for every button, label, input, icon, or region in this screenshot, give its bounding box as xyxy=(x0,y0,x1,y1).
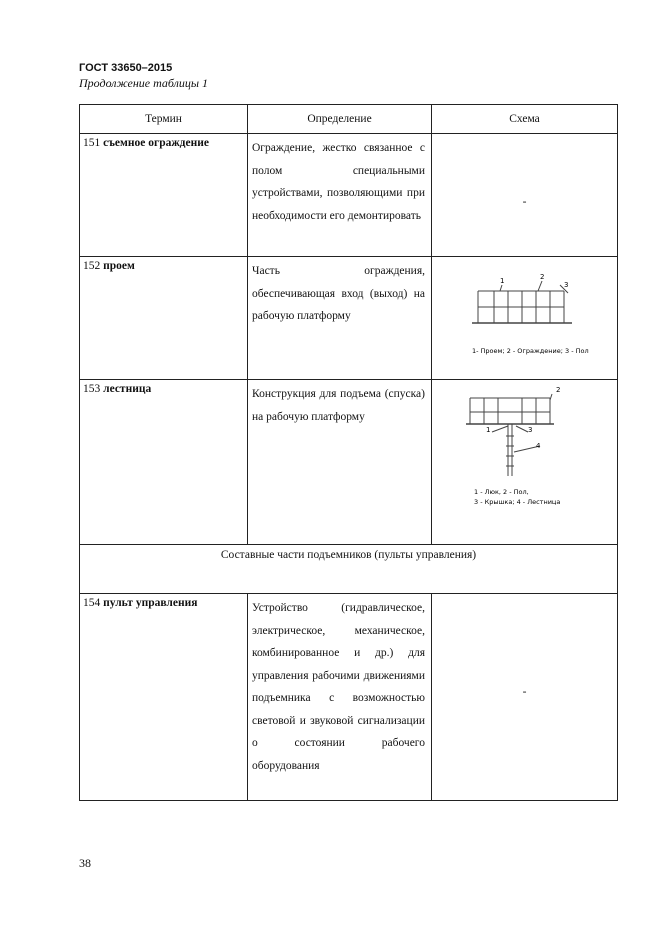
ladder-diagram-label: 1 xyxy=(486,426,491,434)
definition-cell: Устройство (гидравлическое, электрическое, механическое, комбинированное и др.) для управления рабочими движениями подъемника с возможностью световой и звуковой сигнализации о состоянии рабочего оборудования xyxy=(248,594,432,801)
section-row xyxy=(80,545,618,594)
opening-diagram-label: 3 xyxy=(564,281,569,289)
document-code: ГОСТ 33650–2015 xyxy=(79,62,173,74)
terms-table xyxy=(79,104,618,801)
term-number: 152 xyxy=(83,260,101,272)
opening-diagram-label: 1 xyxy=(500,277,505,285)
term-name: лестница xyxy=(103,383,152,395)
page-number: 38 xyxy=(79,856,91,870)
ladder-diagram-label: 4 xyxy=(536,442,541,450)
term-cell xyxy=(80,134,248,257)
scheme-cell xyxy=(432,594,618,801)
term-name: пульт управления xyxy=(103,597,198,609)
term-number: 153 xyxy=(83,383,101,395)
term-cell xyxy=(80,594,248,801)
scheme-cell xyxy=(432,257,618,380)
table-continuation-label: Продолжение таблицы 1 xyxy=(79,76,209,90)
ladder-diagram xyxy=(432,380,618,541)
definition-cell: Часть ограждения, обеспечивающая вход (выход) на рабочую платформу xyxy=(248,257,432,380)
term-number: 151 xyxy=(83,137,101,149)
ladder-diagram-label: 3 xyxy=(528,426,533,434)
term-number: 154 xyxy=(83,597,101,609)
term-name: проем xyxy=(103,260,135,272)
column-header-scheme: Схема xyxy=(432,105,618,134)
column-header-definition: Определение xyxy=(248,105,432,134)
term-name: съемное ограждение xyxy=(103,137,209,149)
scheme-dash: - xyxy=(522,686,527,698)
scheme-cell xyxy=(432,134,618,257)
opening-diagram-caption: 1- Проем; 2 - Ограждение; 3 - Пол xyxy=(472,347,589,355)
section-heading: Составные части подъемников (пульты управления) xyxy=(80,545,618,594)
ladder-diagram-caption: 3 - Крышка; 4 - Лестница xyxy=(474,498,561,506)
ladder-diagram-caption: 1 - Люк, 2 - Пол, xyxy=(474,488,529,496)
table-row xyxy=(80,257,618,380)
definition-cell: Ограждение, жестко связанное с полом специальными устройствами, позволяющими при необходимости его демонтировать xyxy=(248,134,432,257)
column-header-term: Термин xyxy=(80,105,248,134)
definition-cell: Конструкция для подъема (спуска) на рабочую платформу xyxy=(248,380,432,545)
scheme-cell xyxy=(432,380,618,545)
ladder-diagram-label: 2 xyxy=(556,386,561,394)
table-row xyxy=(80,594,618,801)
table-header-row xyxy=(80,105,618,134)
opening-diagram xyxy=(432,257,618,376)
scheme-dash: - xyxy=(522,196,527,208)
table-row xyxy=(80,134,618,257)
table-row xyxy=(80,380,618,545)
term-cell xyxy=(80,257,248,380)
term-cell xyxy=(80,380,248,545)
opening-diagram-label: 2 xyxy=(540,273,545,281)
